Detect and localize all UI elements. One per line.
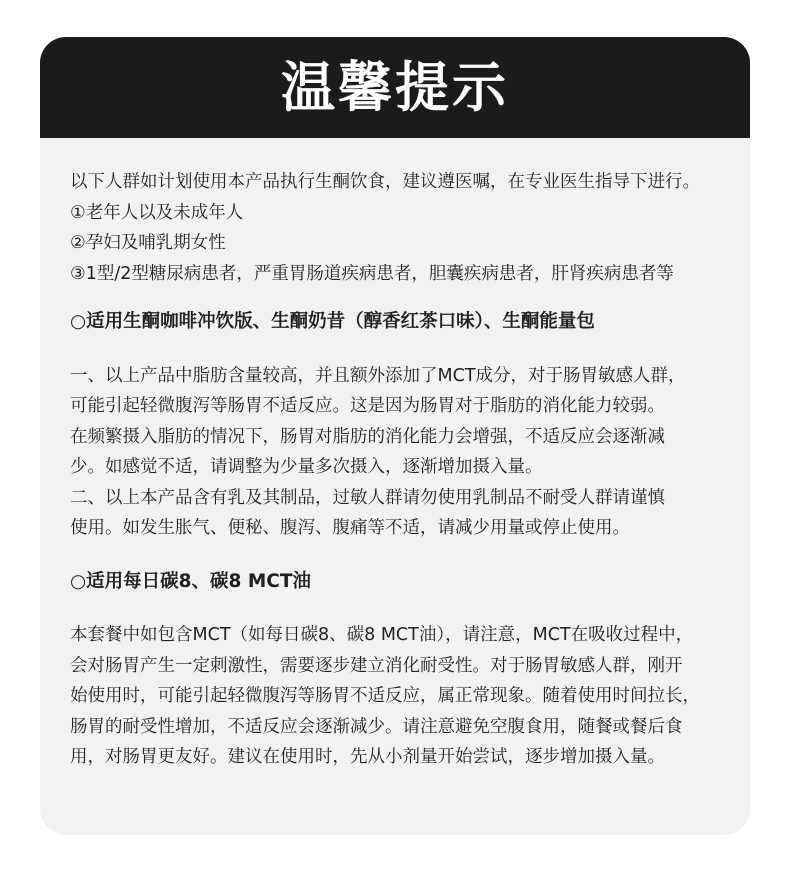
intro-line: ①老年人以及未成年人	[70, 202, 244, 223]
notice-content	[70, 167, 740, 773]
paragraph-line: 始使用时，可能引起轻微腹泻等肠胃不适反应，属正常现象。随着使用时间拉长，	[70, 686, 700, 706]
paragraph-line: 一、以上产品中脂肪含量较高，并且额外添加了MCT成分，对于肠胃敏感人群，	[70, 365, 686, 386]
notice-header	[40, 37, 750, 138]
intro-line: 以下人群如计划使用本产品执行生酮饮食，建议遵医嘱，在专业医生指导下进行。	[70, 172, 700, 192]
paragraph-line: 二、以上本产品含有乳及其制品，过敏人群请勿使用乳制品不耐受人群请谨慎	[70, 487, 665, 508]
paragraph-line: 会对肠胃产生一定刺激性，需要逐步建立消化耐受性。对于肠胃敏感人群，刚开	[70, 655, 683, 676]
section-title-keto-drinks: ○适用生酮咖啡冲饮版、生酮奶昔（醇香红茶口味）、生酮能量包	[70, 311, 595, 332]
intro-block	[70, 167, 740, 289]
paragraph-line: 肠胃的耐受性增加，不适反应会逐渐减少。请注意避免空腹食用，随餐或餐后食	[70, 716, 683, 737]
page-title: 温馨提示	[281, 55, 509, 119]
section-body-mct-oil	[70, 620, 740, 773]
paragraph-line: 在频繁摄入脂肪的情况下，肠胃对脂肪的消化能力会增强，不适反应会逐渐减	[70, 426, 665, 447]
intro-line: ②孕妇及哺乳期女性	[70, 233, 226, 253]
paragraph-line: 少。如感觉不适，请调整为少量多次摄入，逐渐增加摄入量。	[70, 457, 543, 477]
paragraph-line: 本套餐中如包含MCT（如每日碳8、碳8 MCT油），请注意，MCT在吸收过程中，	[70, 625, 694, 645]
section-body-keto-drinks	[70, 361, 740, 544]
paragraph-line: 使用。如发生胀气、便秘、腹泻、腹痛等不适，请减少用量或停止使用。	[70, 518, 630, 538]
paragraph-line: 用，对肠胃更友好。建议在使用时，先从小剂量开始尝试，逐步增加摄入量。	[70, 747, 665, 767]
intro-line: ③1型/2型糖尿病患者，严重胃肠道疾病患者，胆囊疾病患者，肝肾疾病患者等	[70, 263, 674, 284]
notice-card	[40, 37, 750, 835]
section-title-mct-oil: ○适用每日碳8、碳8 MCT油	[70, 570, 311, 592]
paragraph-line: 可能引起轻微腹泻等肠胃不适反应。这是因为肠胃对于脂肪的消化能力较弱。	[70, 396, 665, 416]
